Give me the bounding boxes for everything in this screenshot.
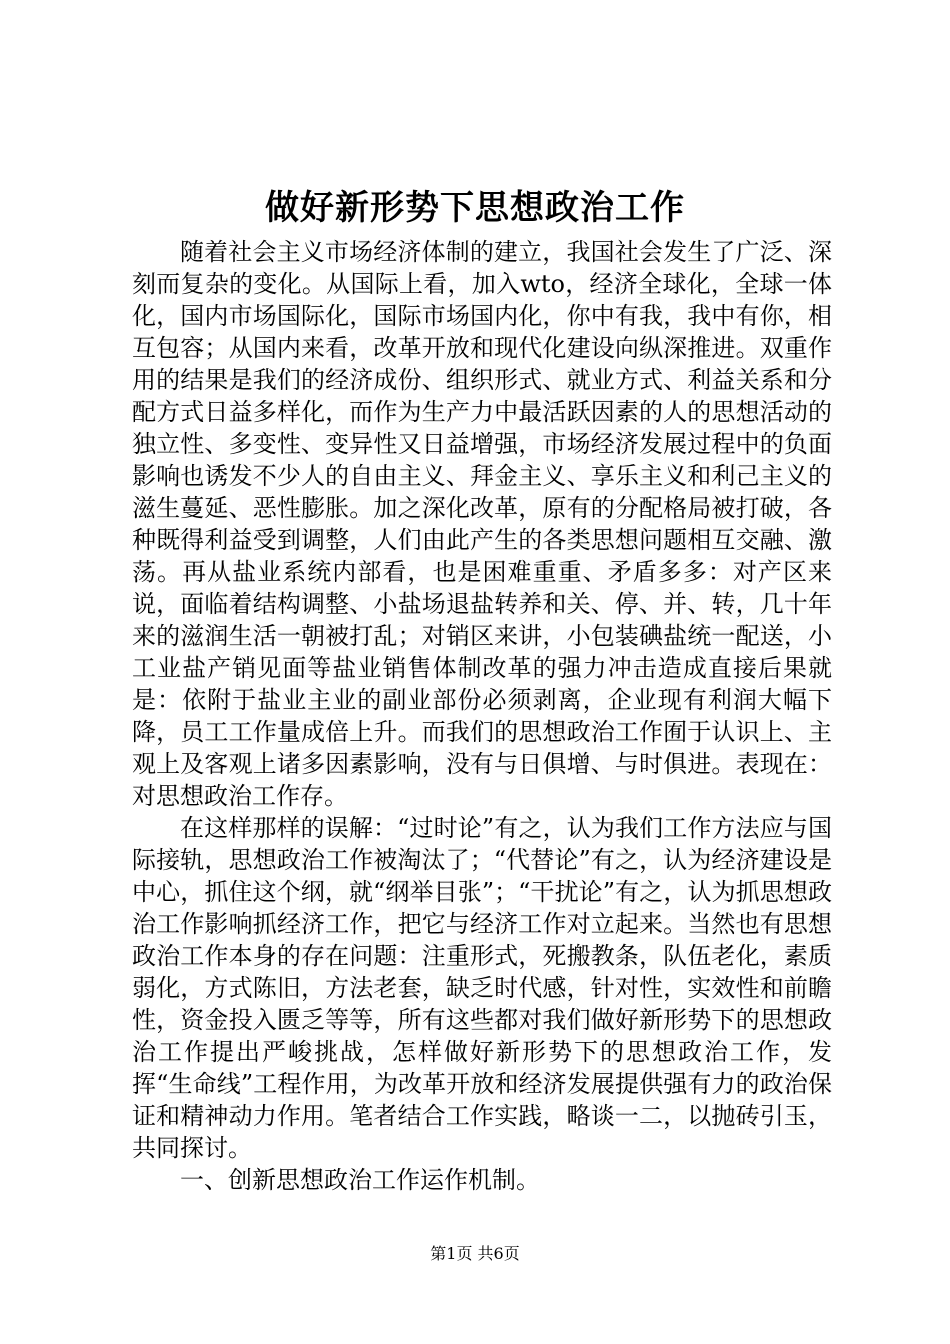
document-title: 做好新形势下思想政治工作 [265,188,685,228]
document-body [132,236,832,1196]
page-number-footer: 第1页 共6页 [430,1244,520,1263]
paragraph-1: 随着社会主义市场经济体制的建立，我国社会发生了广泛、深刻而复杂的变化。从国际上看，加入wto，经济全球化，全球一体化，国内市场国际化，国际市场国内化，你中有我，我中有你，相互包容；从国内来看，改革开放和现代化建设向纵深推进。双重作用的结果是我们的经济成份、组织形式、就业方式、利益关系和分配方式日益多样化，而作为生产力中最活跃因素的人的思想活动的独立性、多变性、变异性又日益增强，市场经济发展过程中的负面影响也诱发不少人的自由主义、拜金主义、享乐主义和利己主义的滋生蔓延、恶性膨胀。加之深化改革，原有的分配格局被打破，各种既得利益受到调整，人们由此产生的各类思想问题相互交融、激荡。再从盐业系统内部看，也是困难重重、矛盾多多：对产区来说，面临着结构调整、小盐场退盐转养和关、停、并、转，几十年来的滋润生活一朝被打乱；对销区来讲，小包装碘盐统一配送，小工业盐产销见面等盐业销售体制改革的强力冲击造成直接后果就是：依附于盐业主业的副业部份必须剥离，企业现有利润大幅下降，员工工作量成倍上升。而我们的思想政治工作囿于认识上、主观上及客观上诸多因素影响，没有与日俱增、与时俱进。表现在：对思想政治工作存。 [132,238,832,810]
paragraph-3: 一、创新思想政治工作运作机制。 [180,1166,540,1194]
paragraph-2: 在这样那样的误解：“过时论”有之，认为我们工作方法应与国际接轨，思想政治工作被淘汰了；“代替论”有之，认为经济建设是中心，抓住这个纲，就“纲举目张”；“干扰论”有之，认为抓思想政治工作影响抓经济工作，把它与经济工作对立起来。当然也有思想政治工作本身的存在问题：注重形式，死搬教条，队伍老化，素质弱化，方式陈旧，方法老套，缺乏时代感，针对性，实效性和前瞻性，资金投入匮乏等等，所有这些都对我们做好新形势下的思想政治工作提出严峻挑战，怎样做好新形势下的思想政治工作，发挥“生命线”工程作用，为改革开放和经济发展提供强有力的政治保证和精神动力作用。笔者结合工作实践，略谈一二，以抛砖引玉，共同探讨。 [132,814,832,1162]
